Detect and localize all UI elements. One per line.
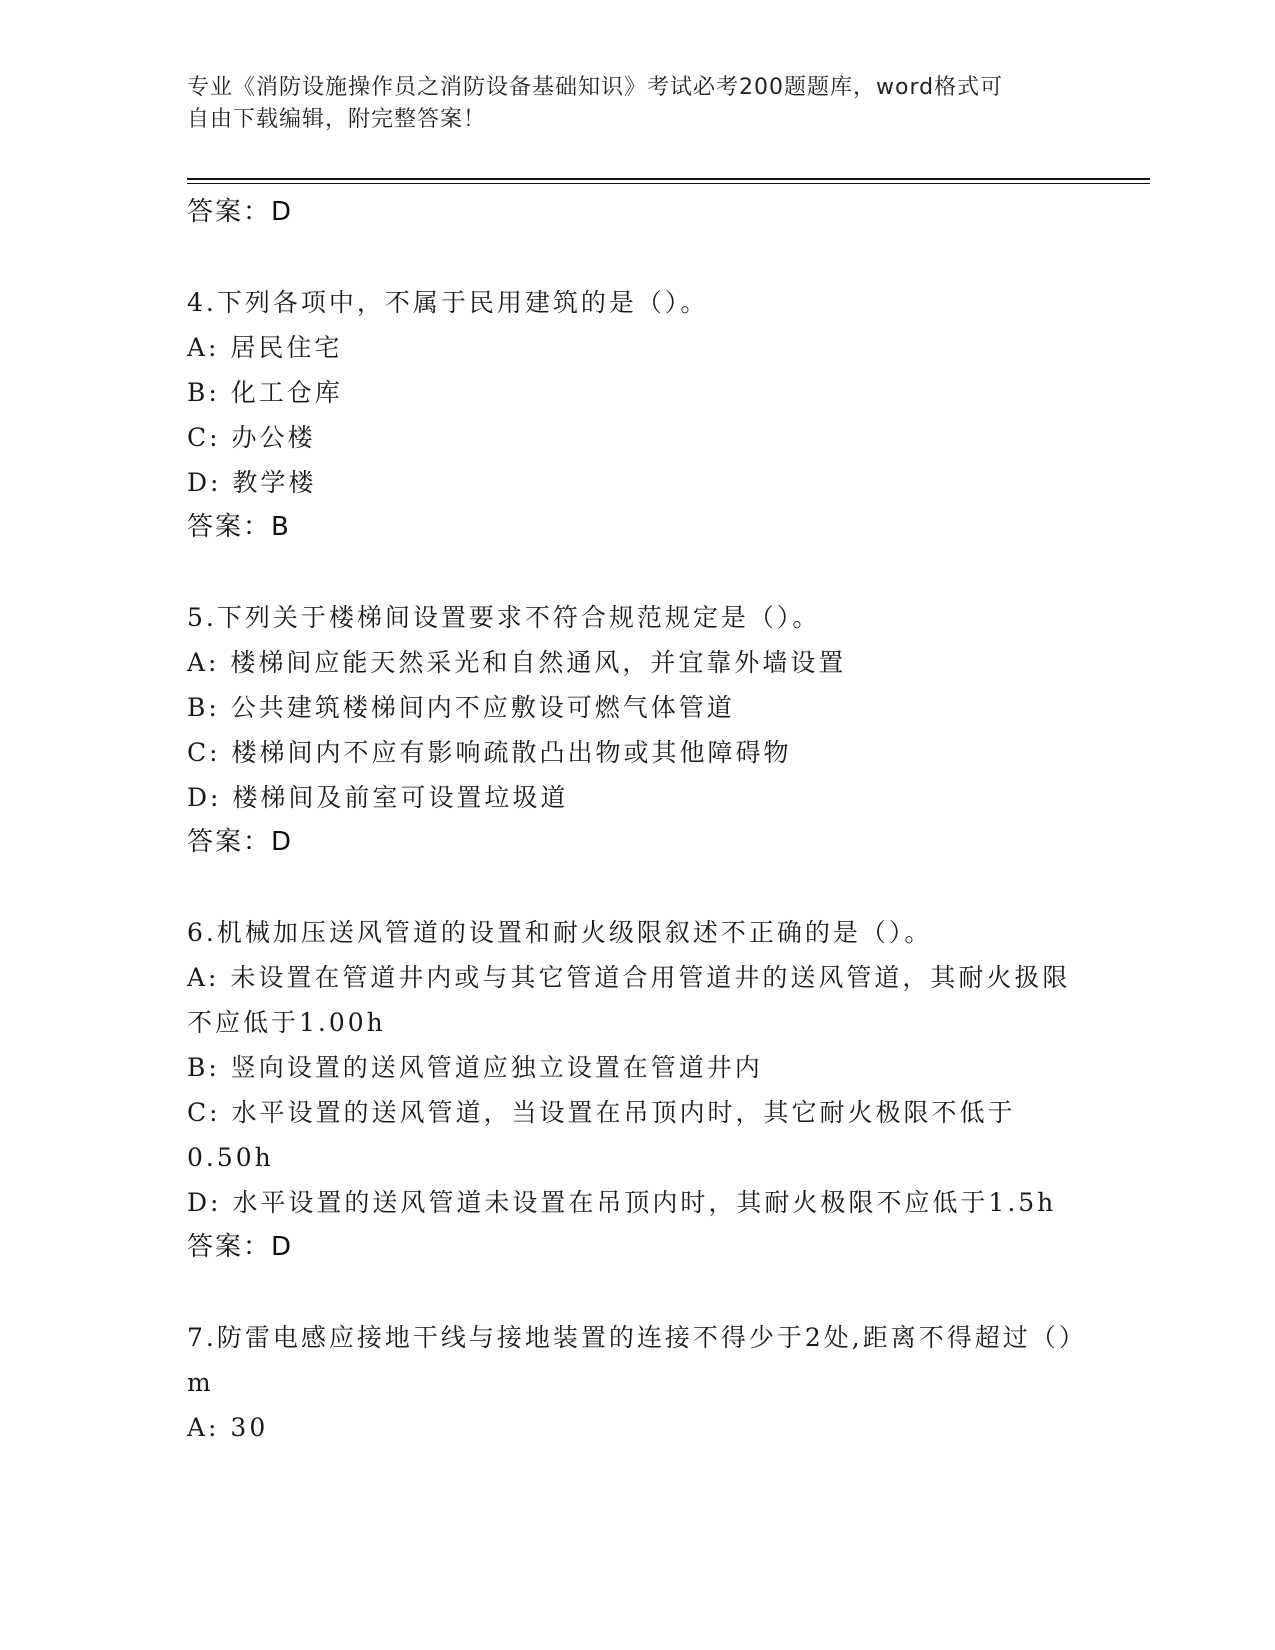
option-a: A: 未设置在管道井内或与其它管道合用管道井的送风管道，其耐火扱限不应低于1.00h [187,963,1071,1037]
option-c: C: 办公楼 [187,423,316,452]
question-stem: 4.下列各项中，不属于民用建筑的是（）。 [187,288,709,317]
option-b: B: 化工仓库 [187,378,343,407]
option-a: A: 居民住宅 [187,333,343,362]
option-c: C: 楼梯间内不应有影响疏散凸出物或其他障碍物 [187,738,792,767]
spacer [187,865,1087,910]
header-line-1: 专业《消防设施操作员之消防设备基础知识》考试必考200题题库，word格式可 [187,75,1004,100]
header-line-2: 自由下载编辑，附完整答案！ [187,107,487,132]
previous-answer: 答案：D [187,197,294,227]
question-stem: 7.防雷电感应接地干线与接地装置的连接不得少于2处,距离不得超过（）m [187,1323,1087,1397]
header-divider-thin [187,183,1150,184]
question-stem: 6.机械加压送风管道的设置和耐火级限叙述不正确的是（）。 [187,918,933,947]
option-b: B: 公共建筑楼梯间内不应敷设可燃气体管道 [187,693,735,722]
option-a: A: 30 [187,1413,269,1442]
question-5 [187,595,1087,865]
answer: 答案：B [187,512,291,542]
question-stem: 5.下列关于楼梯间设置要求不符合规范规定是（）。 [187,603,821,632]
spacer [187,550,1087,595]
header-divider-thick [187,178,1150,180]
spacer [187,235,1087,280]
option-d: D: 水平设置的送风管道未设置在吊顶内时，其耐火极限不应低于1.5h [187,1188,1057,1217]
answer: 答案：D [187,1232,294,1262]
question-6 [187,910,1087,1270]
question-list [187,190,1087,1450]
spacer [187,1270,1087,1315]
option-d: D: 教学楼 [187,468,317,497]
option-d: D: 楼梯间及前室可设置垃圾道 [187,783,569,812]
option-a: A: 楼梯间应能天然采光和自然通风，并宜靠外墙设置 [187,648,847,677]
option-c: C: 水平设置的送风管道，当设置在吊顶内时，其它耐火极限不低于0.50h [187,1098,1016,1172]
document-header [187,72,1067,136]
question-7 [187,1315,1087,1450]
option-b: B: 竖向设置的送风管道应独立设置在管道井内 [187,1053,763,1082]
question-4 [187,280,1087,550]
answer: 答案：D [187,827,294,857]
